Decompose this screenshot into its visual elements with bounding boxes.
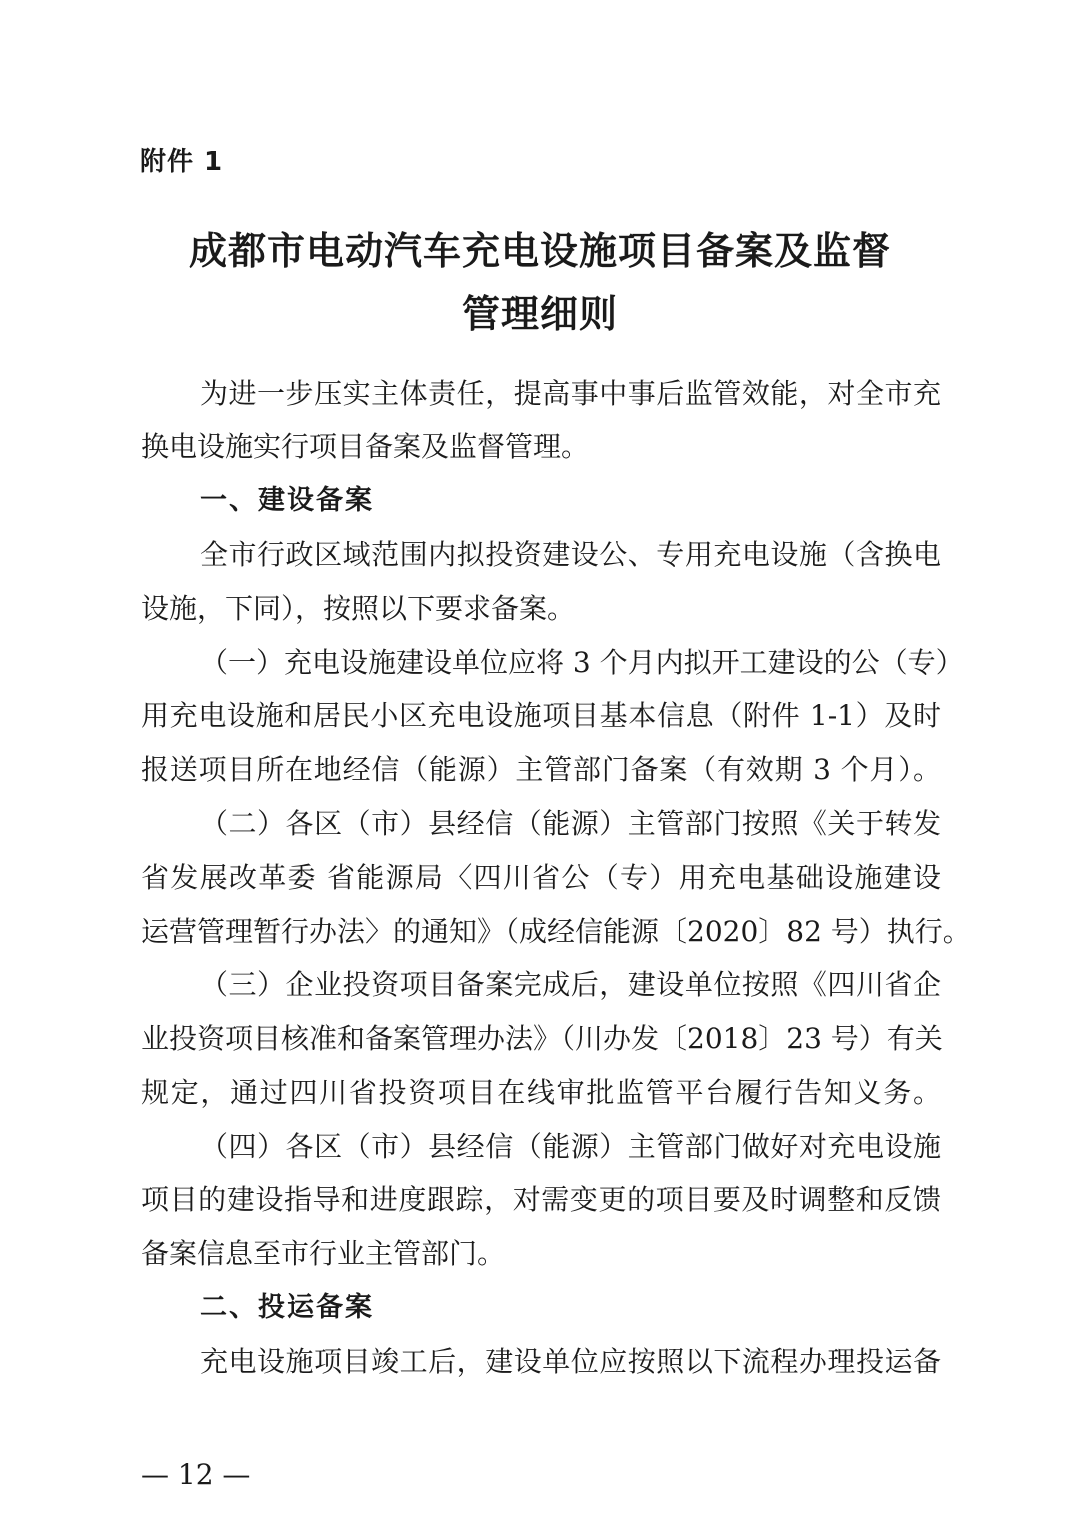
document-title-line-1: 成都市电动汽车充电设施项目备案及监督 — [188, 228, 891, 273]
paragraph-line: 备案信息至市行业主管部门。 — [141, 1237, 506, 1270]
section-heading: 二、投运备案 — [200, 1292, 374, 1323]
paragraph-line: （四）各区（市）县经信（能源）主管部门做好对充电设施 — [200, 1130, 941, 1163]
paragraph-line: 全市行政区域范围内拟投资建设公、专用充电设施（含换电 — [200, 538, 941, 571]
section-heading: 一、建设备案 — [200, 485, 374, 516]
paragraph-line: 省发展改革委 省能源局〈四川省公（专）用充电基础设施建设 — [141, 861, 941, 894]
document-title-line-2: 管理细则 — [461, 291, 618, 336]
paragraph-line: 项目的建设指导和进度跟踪，对需变更的项目要及时调整和反馈 — [141, 1183, 941, 1216]
paragraph-line: 报送项目所在地经信（能源）主管部门备案（有效期 3 个月）。 — [141, 753, 941, 786]
paragraph-line: 为进一步压实主体责任，提高事中事后监管效能，对全市充 — [200, 377, 941, 410]
paragraph-line: 运营管理暂行办法〉的通知》（成经信能源〔2020〕82 号）执行。 — [141, 915, 971, 948]
paragraph-line: 业投资项目核准和备案管理办法》（川办发〔2018〕23 号）有关 — [141, 1022, 943, 1055]
paragraph-line: 设施，下同），按照以下要求备案。 — [141, 592, 576, 625]
paragraph-line: （二）各区（市）县经信（能源）主管部门按照《关于转发 — [200, 807, 941, 840]
page-number: — 12 — — [141, 1458, 251, 1491]
paragraph-line: 用充电设施和居民小区充电设施项目基本信息（附件 1-1）及时 — [141, 699, 941, 732]
attachment-label: 附件 1 — [140, 147, 224, 177]
paragraph-line: （一）充电设施建设单位应将 3 个月内拟开工建设的公（专） — [200, 646, 964, 679]
paragraph-line: 充电设施项目竣工后，建设单位应按照以下流程办理投运备 — [200, 1345, 941, 1378]
paragraph-line: （三）企业投资项目备案完成后，建设单位按照《四川省企 — [200, 968, 941, 1001]
paragraph-line: 换电设施实行项目备案及监督管理。 — [141, 430, 590, 463]
paragraph-line: 规定，通过四川省投资项目在线审批监管平台履行告知义务。 — [141, 1076, 941, 1109]
